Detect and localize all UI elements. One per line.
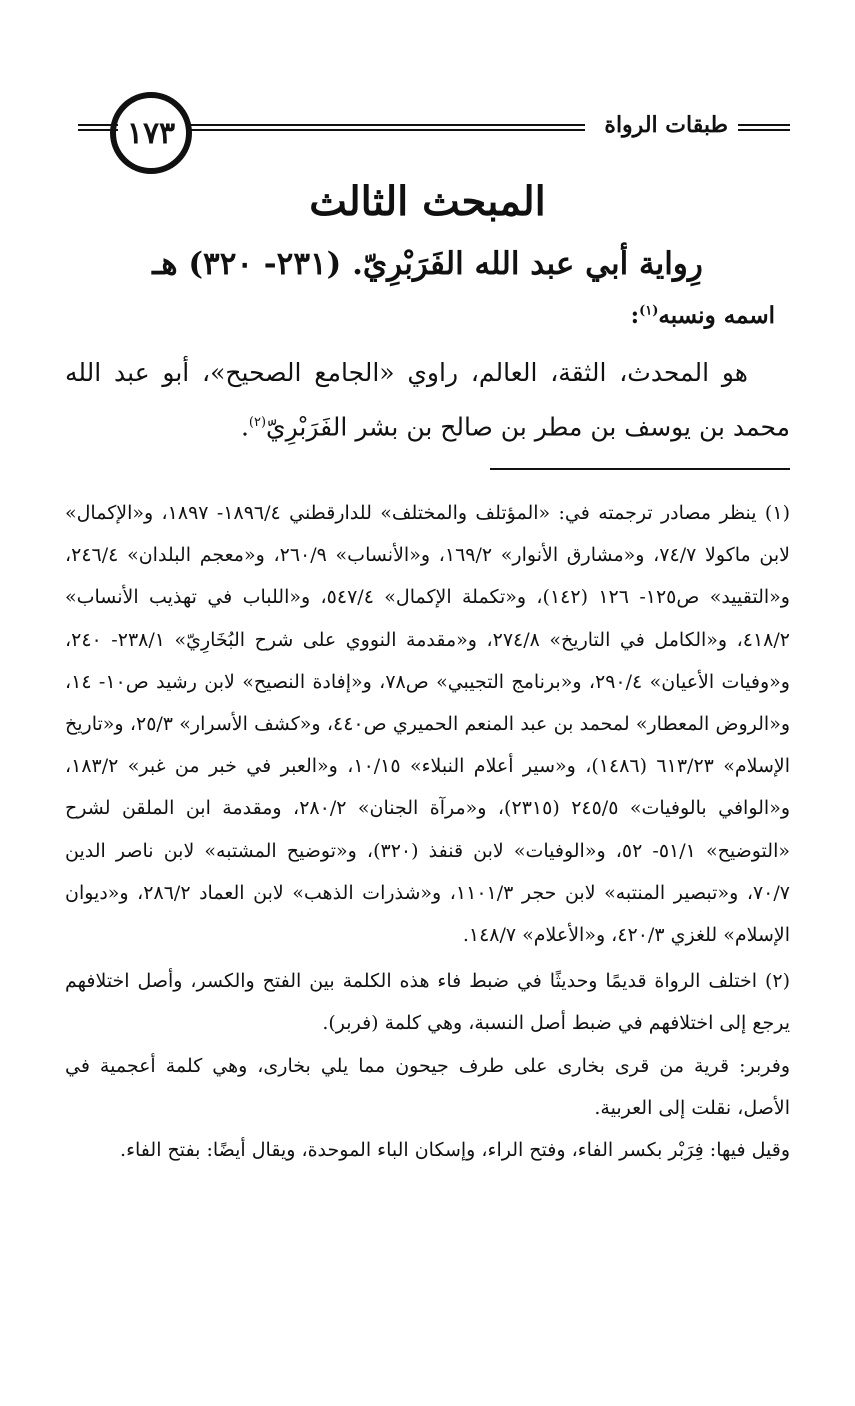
name-heading-label: اسمه ونسبه [658,302,775,329]
footnote-ref-2: (٢) [248,415,267,430]
footnote-2-part-c: وقيل فيها: فِرَبْر بكسر الفاء، وفتح الراء، وإسكان الباء الموحدة، ويقال أيضًا: بفتح الفاء. [120,1139,790,1162]
footnote-separator [490,468,790,470]
name-heading-colon: : [630,302,640,329]
chapter-subtitle: رِواية أبي عبد الله الفَرَبْرِيّ. (٢٣١- ٣٢٠) هـ [152,246,703,282]
running-title: طبقات الرواة [604,112,728,138]
header-rule-middle [190,124,585,131]
page-number: ١٧٣ [110,92,192,174]
name-heading [631,302,775,329]
section-title: المبحث الثالث [309,178,546,225]
body-text: هو المحدث، الثقة، العالم، راوي «الجامع الصحيح»، أبو عبد الله محمد بن يوسف بن مطر بن صالح بن بشر الفَرَبْرِيّ [65,358,790,442]
header-rule-right [738,124,790,131]
header-rule-left [78,124,118,131]
footnote-1: (١) ينظر مصادر ترجمته في: «المؤتلف والمختلف» للدارقطني ١٨٩٦/٤- ١٨٩٧، و«الإكمال» لابن ماكولا ٧٤/٧، و«مشارق الأنوار» ١٦٩/٢، و«الأنساب» ٢٦٠/٩، و«معجم البلدان» ٢٤٦/٤، و«التقييد» ص١٢٥- ١٢٦ (١٤٢)، و«تكملة الإكمال» ٥٤٧/٤، و«اللباب في تهذيب الأنساب» ٤١٨/٢، و«الكامل في التاريخ» ٢٧٤/٨، و«مقدمة النووي على شرح البُخَارِيّ» ٢٣٨/١- ٢٤٠، و«وفيات الأعيان» ٢٩٠/٤، و«برنامج التجيبي» ص٧٨، و«إفادة النصيح» لابن رشيد ص١٠- ١٤، و«الروض المعطار» لمحمد بن عبد المنعم الحميري ص٤٤٠، و«كشف الأسرار» ٢٥/٣، و«تاريخ الإسلام» ٦١٣/٢٣ (١٤٨٦)، و«سير أعلام النبلاء» ١٠/١٥، و«العبر في خبر من غبر» ١٨٣/٢، و«الوافي بالوفيات» ٢٤٥/٥ (٢٣١٥)، و«مرآة الجنان» ٢٨٠/٢، ومقدمة ابن الملقن لشرح «التوضيح» ٥١/١- ٥٢، و«الوفيات» لابن قنفذ (٣٢٠)، و«توضيح المشتبه» لابن ناصر الدين ٧٠/٧، و«تبصير المنتبه» لابن حجر ١١٠١/٣، و«شذرات الذهب» لابن العماد ٢٨٦/٢، و«ديوان الإسلام» للغزي ٤٢٠/٣، و«الأعلام» ١٤٨/٧. [65,502,791,947]
body-period: . [240,412,249,442]
footnote-ref-1: (١) [639,303,659,319]
body-paragraph [65,348,790,452]
footnote-2-part-a: (٢) اختلف الرواة قديمًا وحديثًا في ضبط فاء هذه الكلمة بين الفتح والكسر، وأصل اختلافهم يرجع إلى اختلافهم في ضبط أصل النسبة، وهي كلمة (فربر). [65,970,790,1035]
footnotes [65,492,790,1171]
footnote-2-part-b: وفربر: قرية من قرى بخارى على طرف جيحون مما يلي بخارى، وهي كلمة أعجمية في الأصل، نقلت إلى العربية. [65,1054,790,1119]
